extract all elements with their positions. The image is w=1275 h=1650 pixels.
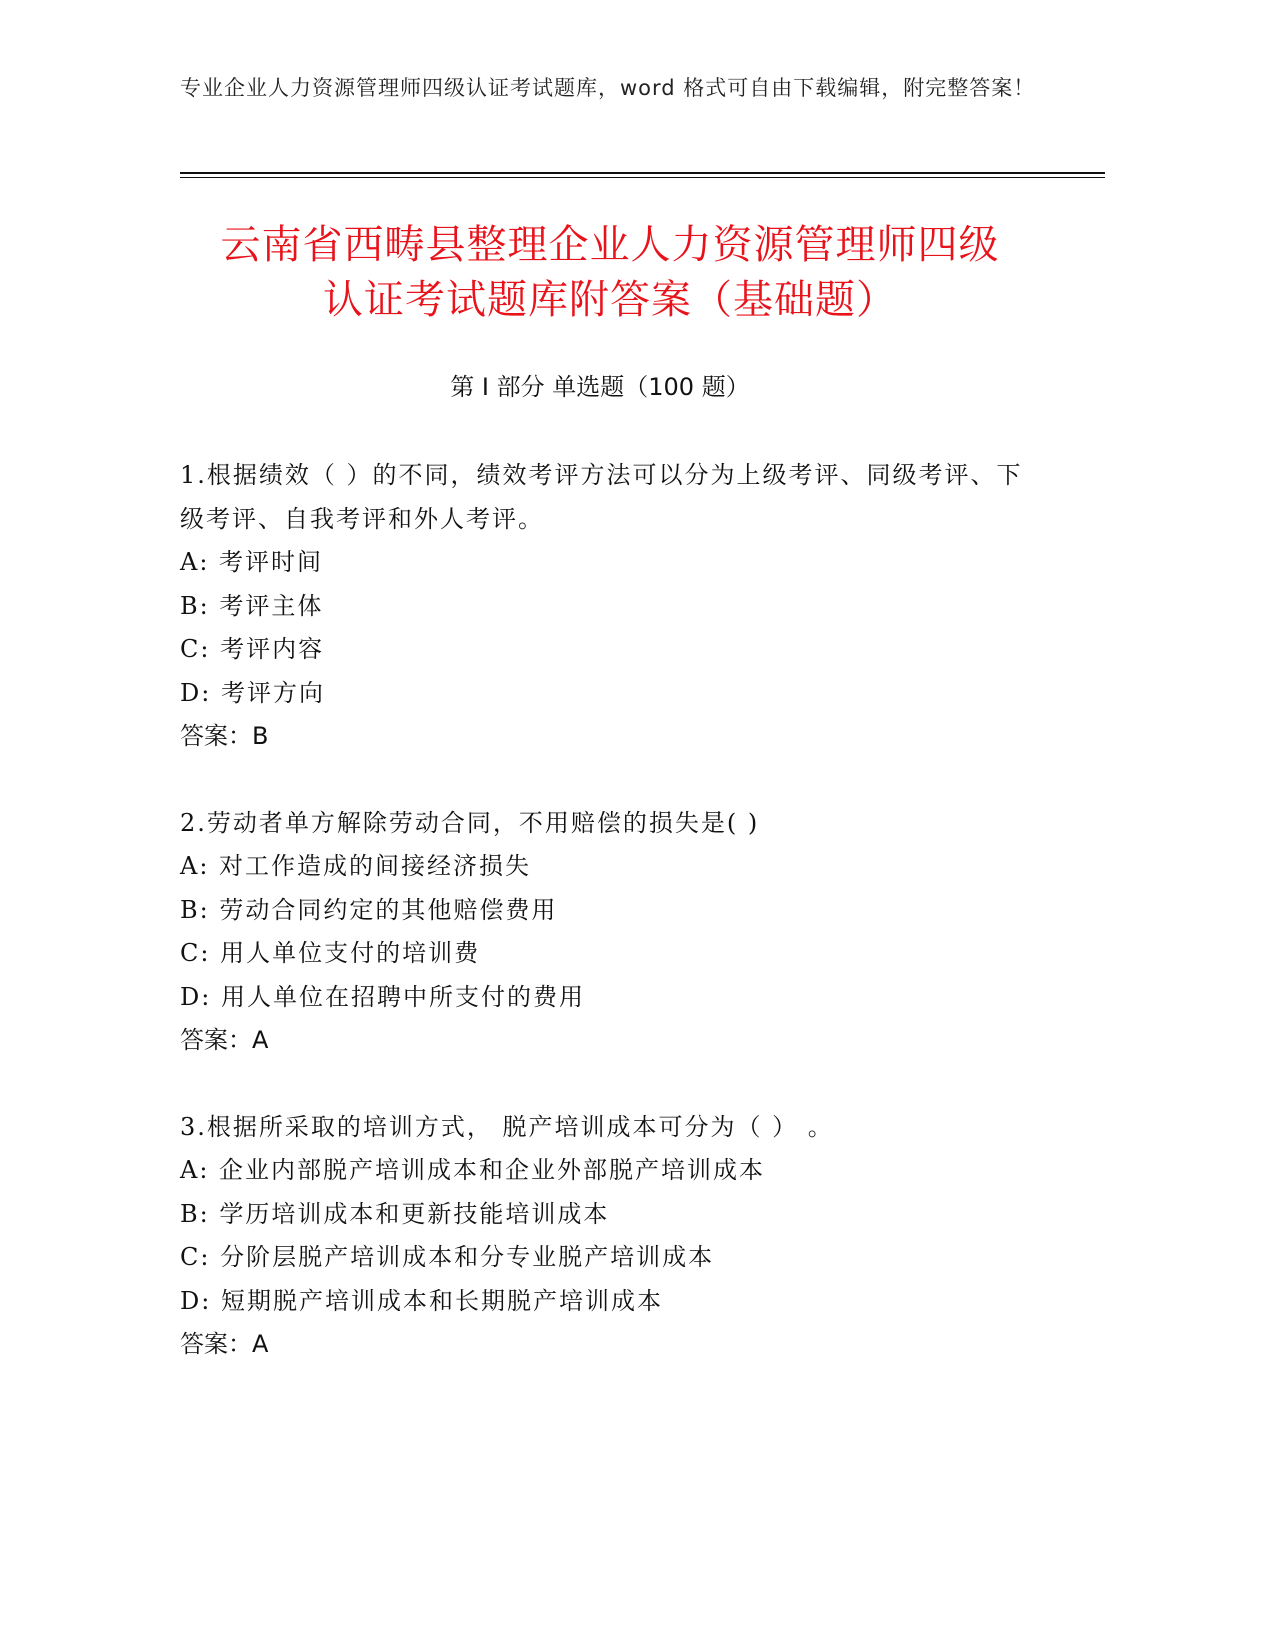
option-d: D: 短期脱产培训成本和长期脱产培训成本 (180, 1286, 663, 1315)
option-c: C: 分阶层脱产培训成本和分专业脱产培训成本 (180, 1243, 715, 1271)
option-b: B: 劳动合同约定的其他赔偿费用 (180, 895, 558, 924)
section-heading: 第 I 部分 单选题（100 题） (450, 373, 750, 401)
header-rule-thick (180, 172, 1105, 174)
document-title-line-2: 认证考试题库附答案（基础题） (323, 277, 897, 323)
header-rule-thin (180, 177, 1105, 178)
option-a: A: 对工作造成的间接经济损失 (180, 852, 532, 880)
question-stem: 3.根据所采取的培训方式， 脱产培训成本可分为（ ） 。 (180, 1112, 834, 1141)
option-a: A: 考评时间 (180, 548, 324, 576)
question-list (180, 454, 1040, 1410)
question-item (180, 802, 1040, 1063)
option-b: B: 考评主体 (180, 591, 324, 620)
option-c: C: 用人单位支付的培训费 (180, 939, 481, 967)
document-title (150, 218, 1070, 328)
question-item (180, 1106, 1040, 1367)
answer-line: 答案：A (180, 1026, 269, 1054)
question-stem: 1.根据绩效（ ）的不同，绩效考评方法可以分为上级考评、同级考评、下级考评、自我考评和外人考评。 (180, 461, 1023, 533)
document-title-line-1: 云南省西畴县整理企业人力资源管理师四级 (220, 222, 1000, 268)
option-a: A: 企业内部脱产培训成本和企业外部脱产培训成本 (180, 1156, 766, 1184)
answer-line: 答案：A (180, 1330, 269, 1358)
question-stem: 2.劳动者单方解除劳动合同，不用赔偿的损失是( ) (180, 808, 760, 837)
option-c: C: 考评内容 (180, 635, 325, 663)
option-d: D: 用人单位在招聘中所支付的费用 (180, 982, 585, 1011)
option-b: B: 学历培训成本和更新技能培训成本 (180, 1199, 610, 1228)
answer-line: 答案：B (180, 722, 269, 750)
header-note: 专业企业人力资源管理师四级认证考试题库，word 格式可自由下载编辑，附完整答案！ (180, 76, 1036, 100)
question-item (180, 454, 1040, 759)
option-d: D: 考评方向 (180, 678, 325, 707)
